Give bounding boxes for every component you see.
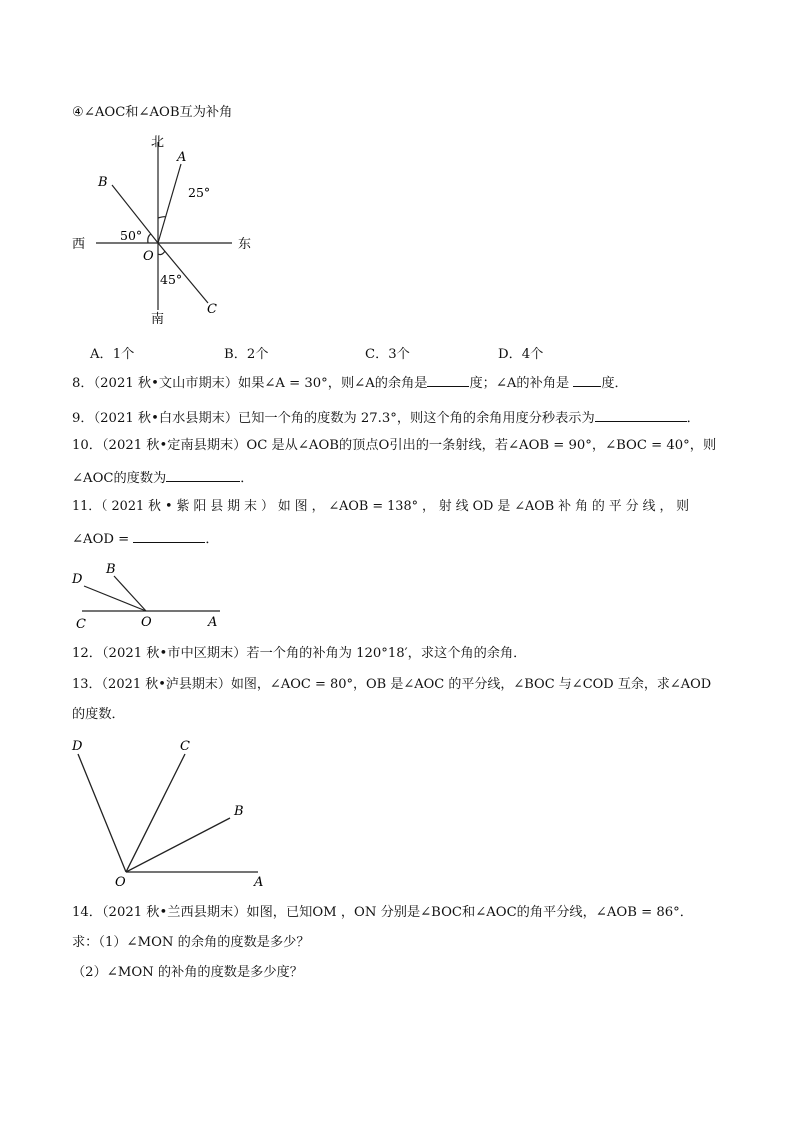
option-d: D．4个 bbox=[498, 347, 544, 362]
question-14-line2: 求：（1）∠MON 的余角的度数是多少？ bbox=[72, 935, 310, 950]
question-12: 12．（2021 秋•市中区期末）若一个角的补角为 120°18′，求这个角的余角． bbox=[72, 646, 527, 661]
angle-25-label: 25° bbox=[188, 185, 211, 200]
label-C: C bbox=[180, 739, 190, 754]
question-10-line1: 10．（2021 秋•定南县期末）OC 是从∠AOB的顶点O引出的一条射线，若∠AOB = 90°，∠BOC = 40°，则 bbox=[72, 438, 717, 453]
compass-figure bbox=[60, 130, 280, 330]
label-O: O bbox=[141, 615, 152, 630]
label-A: A bbox=[177, 150, 187, 165]
ray-OD bbox=[84, 586, 146, 611]
question-9: 9．（2021 秋•白水县期末）已知一个角的度数为 27.3°，则这个角的余角用度分秒表示为 ． bbox=[72, 407, 700, 428]
figure-11 bbox=[66, 558, 236, 633]
option-b: B．2个 bbox=[224, 347, 269, 362]
label-A: A bbox=[208, 615, 218, 630]
label-D: D bbox=[72, 572, 83, 587]
label-C: C bbox=[207, 302, 217, 317]
ray-OD bbox=[78, 754, 126, 872]
answer-blank[interactable] bbox=[166, 467, 240, 482]
label-B: B bbox=[98, 175, 108, 190]
figure-13 bbox=[64, 735, 284, 890]
question-10-line2: ∠AOC的度数为 ． bbox=[72, 467, 253, 488]
answer-blank[interactable] bbox=[133, 528, 205, 543]
east-label: 东 bbox=[238, 237, 252, 252]
ray-OC bbox=[126, 754, 185, 872]
label-B: B bbox=[106, 562, 116, 577]
ray-OB bbox=[114, 576, 146, 611]
option-a: A．1个 bbox=[90, 347, 135, 362]
question-13-line1: 13．（2021 秋•泸县期末）如图，∠AOC = 80°，OB 是∠AOC 的平分线，∠BOC 与∠COD 互余，求∠AOD bbox=[72, 677, 712, 692]
label-O: O bbox=[115, 875, 126, 890]
answer-blank[interactable] bbox=[573, 372, 601, 387]
angle-45-label: 45° bbox=[160, 272, 183, 287]
question-11-line2: ∠AOD = ． bbox=[72, 528, 219, 549]
question-14-line3: （2）∠MON 的补角的度数是多少度？ bbox=[72, 965, 303, 980]
question-13-line2: 的度数． bbox=[72, 707, 125, 722]
north-label: 北 bbox=[151, 135, 165, 150]
answer-blank[interactable] bbox=[595, 407, 687, 422]
label-O: O bbox=[143, 249, 154, 264]
south-label: 南 bbox=[151, 312, 165, 327]
arc-50 bbox=[148, 234, 151, 243]
west-label: 西 bbox=[72, 237, 86, 252]
option-c: C．3个 bbox=[365, 347, 410, 362]
question-11-line1: 11．（ 2021 秋 • 紫 阳 县 期 末 ） 如 图 ， ∠AOB = 138° ， 射 线 OD 是 ∠AOB 补 角 的 平 分 线 ， 则 bbox=[72, 499, 690, 514]
item4-statement: ④∠AOC和∠AOB互为补角 bbox=[72, 105, 233, 120]
ray-OB bbox=[126, 818, 230, 872]
angle-50-label: 50° bbox=[120, 228, 143, 243]
arc-45 bbox=[158, 251, 165, 255]
question-14-line1: 14．（2021 秋•兰西县期末）如图，已知OM ，ON 分别是∠BOC和∠AOC的角平分线，∠AOB = 86°． bbox=[72, 905, 693, 920]
label-D: D bbox=[72, 739, 83, 754]
ray-OA bbox=[158, 164, 181, 243]
label-B: B bbox=[234, 804, 244, 819]
label-C: C bbox=[76, 617, 86, 632]
label-A: A bbox=[254, 875, 264, 890]
question-8: 8．（2021 秋•文山市期末）如果∠A = 30°，则∠A的余角是 度；∠A的补角是 度． bbox=[72, 372, 628, 393]
answer-blank[interactable] bbox=[427, 372, 469, 387]
